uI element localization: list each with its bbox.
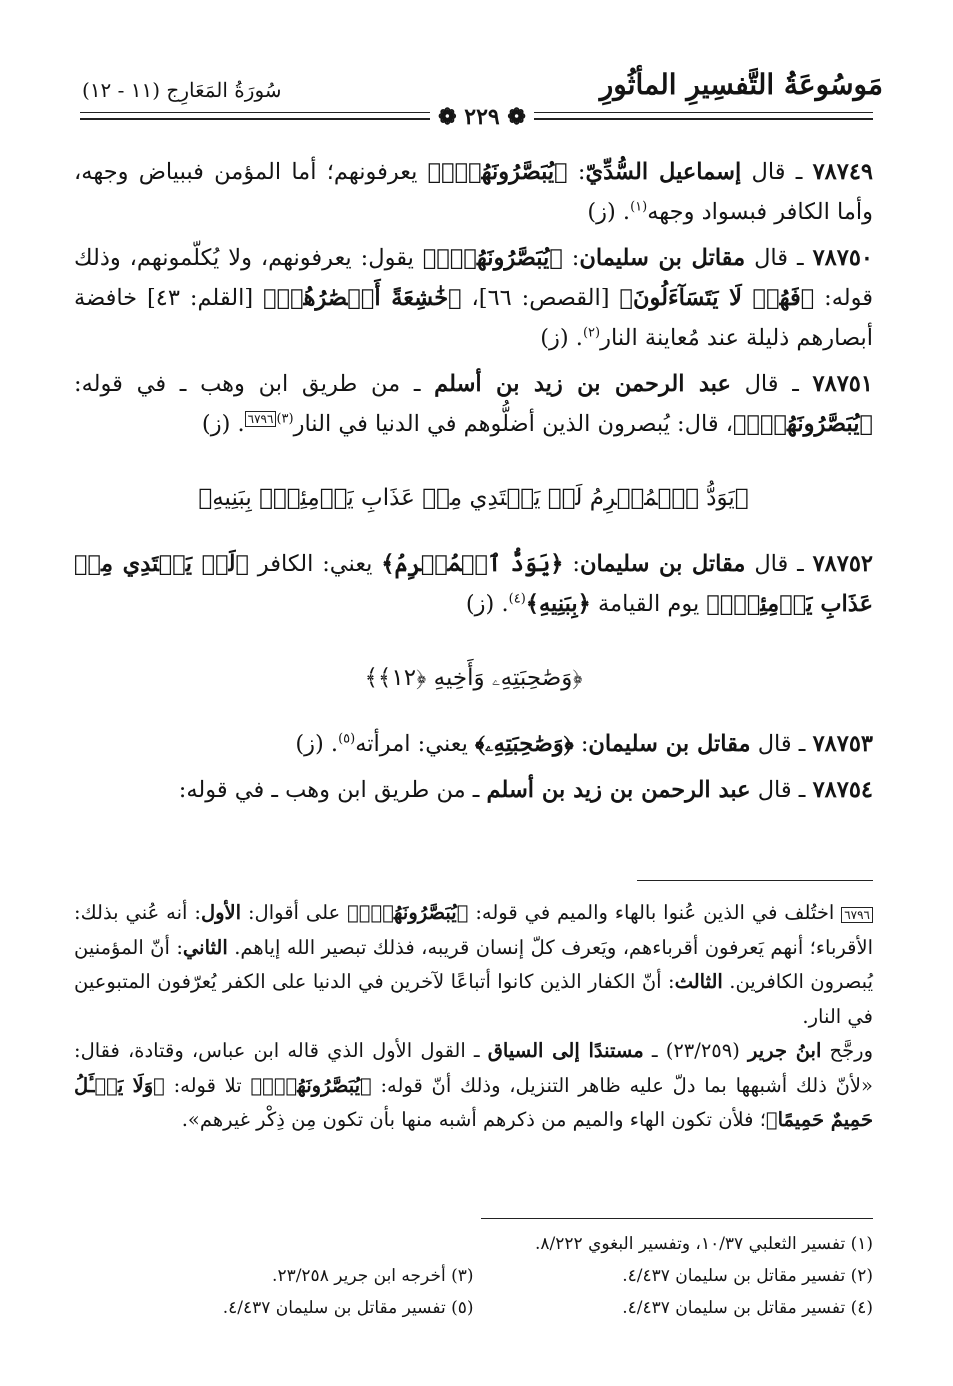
entry-number: ٧٨٧٥١ [812, 371, 873, 397]
opinion-label-3: الثالث [674, 970, 723, 993]
scholar-name: ابنُ جرير [748, 1039, 822, 1062]
narrator-name: مقاتل بن سليمان [579, 551, 746, 577]
quran-quote: ﴿وَلَا يَسۡـَٔلُ حَمِيمٌ حَمِيمًا﴾ [74, 1073, 873, 1131]
quran-quote: ﴿وَصَٰحِبَتِهِۦ﴾ [475, 731, 574, 757]
entry-number: ٧٨٧٤٩ [812, 159, 874, 185]
footnotes [74, 1228, 873, 1324]
narrator-name: إسماعيل السُّدِّيّ [585, 159, 742, 185]
footnote-ref[interactable]: (٤) [508, 591, 526, 607]
page-number: ❁ ٢٢٩ ❁ [430, 102, 534, 132]
footnote-ref[interactable]: (١) [630, 199, 648, 215]
quran-quote: ﴿يَوَدُّ ٱلۡمُجۡرِمُ﴾ [381, 551, 564, 577]
entry-number: ٧٨٧٥٢ [812, 551, 873, 577]
commentary-note [74, 896, 873, 1138]
footnote-ref[interactable]: (٢) [582, 325, 601, 341]
quran-quote: ﴿يُبَصَّرُونَهُمۡۚ﴾ [733, 411, 873, 437]
entry-number: ٧٨٧٥٠ [812, 245, 873, 271]
entry-78753: ٧٨٧٥٣ ـ قال مقاتل بن سليمان: ﴿وَصَٰحِبَتِهِۦ﴾ يعني: امرأته$^{(٥)}$. (ز) [295, 731, 873, 757]
note-ref-box[interactable]: ٦٧٩٦ [245, 411, 277, 427]
quran-quote: ﴿فَهُمۡ لَا يَتَسَآءَلُونَ﴾ [619, 285, 815, 311]
quran-quote: ﴿يُبَصَّرُونَهُمۡۚ﴾ [250, 1073, 372, 1097]
footnote-5: (٥) تفسير مقاتل بن سليمان ٤/٤٣٧. [222, 1298, 474, 1318]
quran-quote: ﴿خَٰشِعَةً أَبۡصَٰرُهُمۡ﴾ [263, 285, 462, 311]
note-id-box: ٦٧٩٦ [841, 907, 873, 923]
entry-78754: ٧٨٧٥٤ ـ قال عبد الرحمن بن زيد بن أسلم ـ من طريق ابن وهب ـ في قوله: [178, 777, 873, 803]
footnote-ref[interactable]: (٥) [338, 731, 356, 747]
entry-78750: ٧٨٧٥٠ ـ قال مقاتل بن سليمان: ﴿يُبَصَّرُونَهُمۡۚ﴾ يقول: يعرفونهم، ولا يُكلّمونهم، وذلك قوله: ﴿فَهُمۡ لَا يَتَسَآءَلُونَ﴾ [القصص: ٦٦]، ﴿خَٰشِعَةً أَبۡصَٰرُهُمۡ﴾ [القلم: ٤٣] خافضة أبصارهم ذليلة عند مُعاينة النار$^{(٢)}$. (ز) [74, 245, 873, 351]
footnote-ref[interactable]: (٣) [276, 411, 294, 427]
opinion-label-1: الأول [200, 901, 242, 924]
note-paragraph-2: ورجَّح ابنُ جرير (٢٣/٢٥٩) ـ مستندًا إلى السياق ـ القول الأول الذي قاله ابن عباس، وقتادة، فقال: «لأنّ ذلك أشبهها بما دلّ عليه ظاهر التنزيل، وذلك أنّ قوله: ﴿يُبَصَّرُونَهُمۡۚ﴾ تلا قوله: ﴿وَلَا يَسۡـَٔلُ حَمِيمٌ حَمِيمًا﴾؛ فلأن تكون الهاء والميم من ذكرهم أشبه منها بأن تكون مِن ذِكْر غيرهم». [74, 1039, 873, 1131]
surah-title: سُورَةُ المَعَارِج (١١ - ١٢) [82, 78, 282, 102]
quran-quote: ﴿يُبَصَّرُونَهُمۡۚ﴾ [422, 245, 563, 271]
page-number-value: ٢٢٩ [464, 104, 500, 130]
entry-78751: ٧٨٧٥١ ـ قال عبد الرحمن بن زيد بن أسلم ـ من طريق ابن وهب ـ في قوله: ﴿يُبَصَّرُونَهُمۡۚ﴾، قال: يُبصرون الذين أضلُّوهم في الدنيا في النار$^{(٣)٦٧٩٦}$. (ز) [74, 371, 873, 437]
verse-heading: ﴿يَوَدُّ ٱلۡمُجۡرِمُ لَوۡ يَفۡتَدِي مِنۡ عَذَابِ يَوۡمِئِذِۭ بِبَنِيهِ﴾ [198, 485, 749, 511]
footnote-3: (٣) أخرجه ابن جرير ٢٣/٢٥٨. [272, 1266, 474, 1286]
narrator-name: مقاتل بن سليمان [579, 245, 746, 271]
narrator-name: عبد الرحمن بن زيد بن أسلم [434, 371, 731, 397]
footnote-1: (١) تفسير الثعلبي ١٠/٣٧، وتفسير البغوي ٨/٢٢٢. [535, 1234, 873, 1254]
narrator-name: عبد الرحمن بن زيد بن أسلم [486, 777, 751, 803]
entry-78752: ٧٨٧٥٢ ـ قال مقاتل بن سليمان: ﴿يَوَدُّ ٱلۡمُجۡرِمُ﴾ يعني: الكافر ﴿لَوۡ يَفۡتَدِي مِنۡ عَذَابِ يَوۡمِئِذِۭ﴾ يوم القيامة ﴿بِبَنِيهِ﴾$^{(٤)}$. (ز) [74, 551, 873, 617]
quran-quote: ﴿لَوۡ يَفۡتَدِي مِنۡ عَذَابِ يَوۡمِئِذِۭ﴾ [74, 551, 873, 617]
book-title: مَوسُوعَةُ التَّفسِيرِ المأثُورِ [599, 68, 883, 101]
quran-quote: ﴿يُبَصَّرُونَهُمۡۚ﴾ [427, 159, 568, 185]
quran-quote: ﴿يُبَصَّرُونَهُمۡۚ﴾ [347, 901, 469, 924]
footnote-4: (٤) تفسير مقاتل بن سليمان ٤/٤٣٧. [622, 1298, 873, 1318]
note-divider [637, 880, 873, 881]
narrator-name: مقاتل بن سليمان [588, 731, 751, 757]
opinion-label-2: الثاني [182, 935, 228, 959]
note-paragraph-1: ٦٧٩٦ اختُلف في الذين عُنوا بالهاء والميم في قوله: ﴿يُبَصَّرُونَهُمۡۚ﴾ على أقوال: الأول: أنه عُني بذلك: الأقرباء؛ أنهم يَعرفون أقرباءهم، ويَعرف كلّ إنسان قريبه، فذلك تبصير الله إياهم. الثاني: أنّ المؤمنين يُبصرون الكافرين. الثالث: أنّ الكفار الذين كانوا أتباعًا لآخرين في الدنيا على الكفر يُعرّفون المتبوعين في النار. [74, 901, 874, 1028]
basis-label: مستندًا إلى السياق [487, 1039, 644, 1062]
entry-78749: ٧٨٧٤٩ ـ قال إسماعيل السُّدِّيّ: ﴿يُبَصَّرُونَهُمۡۚ﴾ يعرفونهم؛ أما المؤمن فببياض وجهه، وأما الكافر فبسواد وجهه$^{(١)}$. (ز) [74, 159, 874, 225]
footnote-divider [481, 1218, 873, 1219]
quran-quote: ﴿بِبَنِيهِ﴾ [525, 591, 591, 617]
footnote-2: (٢) تفسير مقاتل بن سليمان ٤/٤٣٧. [622, 1266, 873, 1286]
entry-number: ٧٨٧٥٤ [812, 777, 873, 803]
verse-heading: ﴿وَصَٰحِبَتِهِۦ وَأَخِيهِ ﴿١٢﴾﴾ [364, 665, 583, 691]
entry-number: ٧٨٧٥٣ [812, 731, 873, 757]
main-text [74, 152, 873, 816]
